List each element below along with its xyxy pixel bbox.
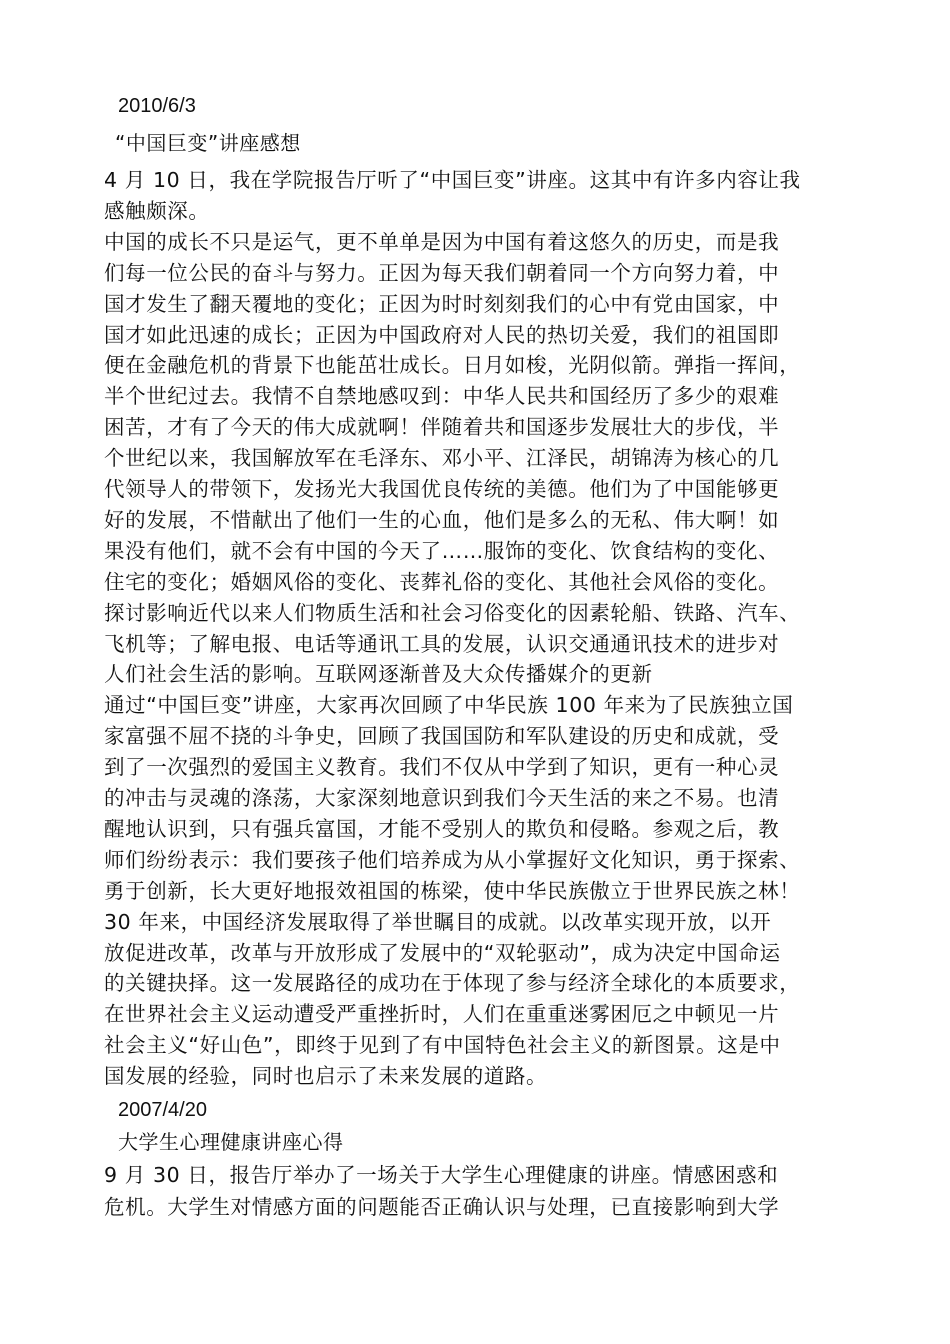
body-text-line: 师们纷纷表示：我们要孩子他们培养成为从小掌握好文化知识，勇于探索、	[104, 847, 801, 872]
body-text-line: 30 年来，中国经济发展取得了举世瞩目的成就。以改革实现开放，以开	[104, 909, 772, 934]
body-text-line: 飞机等；了解电报、电话等通讯工具的发展，认识交通通讯技术的进步对	[104, 631, 780, 656]
body-text-line: 半个世纪过去。我情不自禁地感叹到：中华人民共和国经历了多少的艰难	[104, 384, 780, 409]
entry-date: 2010/6/3	[118, 95, 196, 117]
body-text-line: 住宅的变化；婚姻风俗的变化、丧葬礼俗的变化、其他社会风俗的变化。	[104, 569, 780, 594]
body-text-line: 人们社会生活的影响。互联网逐渐普及大众传播媒介的更新	[104, 662, 653, 687]
body-text-line: 困苦，才有了今天的伟大成就啊！伴随着共和国逐步发展壮大的步伐，半	[104, 415, 780, 440]
body-text-line: 感触颇深。	[104, 198, 210, 223]
body-text-line: 通过“中国巨变”讲座，大家再次回顾了中华民族 100 年来为了民族独立国	[104, 693, 794, 718]
body-text-line: 国发展的经验，同时也启示了未来发展的道路。	[104, 1064, 548, 1089]
body-text-line: 中国的成长不只是运气，更不单单是因为中国有着这悠久的历史，而是我	[104, 229, 780, 254]
body-text-line: 醒地认识到，只有强兵富国，才能不受别人的欺负和侵略。参观之后，教	[104, 816, 780, 841]
body-text-line: 的关键抉择。这一发展路径的成功在于体现了参与经济全球化的本质要求，	[104, 971, 801, 996]
body-text-line: 社会主义“好山色”，即终于见到了有中国特色社会主义的新图景。这是中	[104, 1033, 781, 1058]
body-text-line: 果没有他们，就不会有中国的今天了……服饰的变化、饮食结构的变化、	[104, 538, 780, 563]
body-text-line: 代领导人的带领下，发扬光大我国优良传统的美德。他们为了中国能够更	[104, 477, 780, 501]
body-text-line: 探讨影响近代以来人们物质生活和社会习俗变化的因素轮船、铁路、汽车、	[104, 600, 801, 625]
entry-title: 大学生心理健康讲座心得	[118, 1130, 344, 1154]
body-text-line: 好的发展，不惜献出了他们一生的心血，他们是多么的无私、伟大啊！如	[104, 507, 780, 532]
body-text-line: 的冲击与灵魂的涤荡，大家深刻地意识到我们今天生活的来之不易。也清	[104, 786, 780, 810]
body-text-line: 勇于创新，长大更好地报效祖国的栋梁，使中华民族傲立于世界民族之林！	[104, 878, 801, 903]
body-text-line: 家富强不屈不挠的斗争史，回顾了我国国防和军队建设的历史和成就，受	[104, 724, 780, 749]
body-text-line: 们每一位公民的奋斗与努力。正因为每天我们朝着同一个方向努力着，中	[104, 260, 780, 285]
body-text-line: 便在金融危机的背景下也能茁壮成长。日月如梭，光阴似箭。弹指一挥间，	[104, 353, 801, 378]
body-text-line: 4 月 10 日，我在学院报告厅听了“中国巨变”讲座。这其中有许多内容让我	[104, 168, 801, 192]
body-text-line: 放促进改革，改革与开放形成了发展中的“双轮驱动”，成为决定中国命运	[104, 940, 781, 965]
body-text-line: 9 月 30 日，报告厅举办了一场关于大学生心理健康的讲座。情感困惑和	[104, 1163, 779, 1187]
entry-date: 2007/4/20	[118, 1099, 207, 1121]
entry-title: “中国巨变”讲座感想	[115, 131, 301, 155]
body-text-line: 在世界社会主义运动遭受严重挫折时，人们在重重迷雾困厄之中顿见一片	[104, 1002, 780, 1027]
body-text-line: 国才如此迅速的成长；正因为中国政府对人民的热切关爱，我们的祖国即	[104, 322, 780, 347]
body-text-line: 危机。大学生对情感方面的问题能否正确认识与处理，已直接影响到大学	[104, 1195, 780, 1219]
body-text-line: 个世纪以来，我国解放军在毛泽东、邓小平、江泽民，胡锦涛为核心的几	[104, 446, 780, 471]
body-text-line: 国才发生了翻天覆地的变化；正因为时时刻刻我们的心中有党由国家，中	[104, 291, 780, 316]
body-text-line: 到了一次强烈的爱国主义教育。我们不仅从中学到了知识，更有一种心灵	[104, 755, 780, 780]
